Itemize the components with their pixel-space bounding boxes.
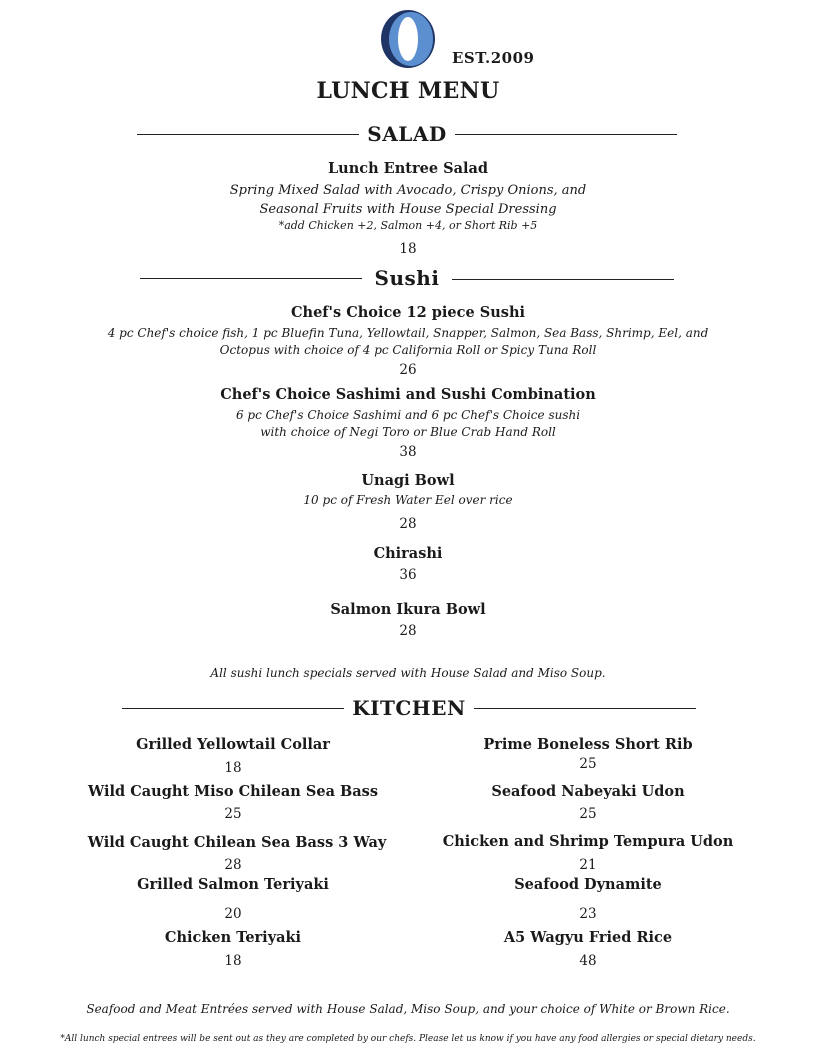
menu-item-name: Salmon Ikura Bowl — [330, 601, 486, 618]
menu-item-description: 10 pc of Fresh Water Eel over rice — [303, 493, 513, 507]
menu-item-price: 28 — [224, 857, 242, 873]
established-year: EST.2009 — [452, 49, 535, 67]
allergy-disclaimer: *All lunch special entrees will be sent out as they are completed by our chefs. Please let us know if you have any food allergies or special dietary needs. — [60, 1034, 756, 1044]
menu-item-description: 4 pc Chef's choice fish, 1 pc Bluefin Tuna, Yellowtail, Snapper, Salmon, Sea Bass, Shrimp, Eel, and — [107, 326, 709, 340]
divider-line — [140, 278, 362, 279]
menu-item-name: Wild Caught Miso Chilean Sea Bass — [87, 783, 378, 800]
menu-item-description: Octopus with choice of 4 pc California Roll or Spicy Tuna Roll — [219, 343, 597, 357]
section-heading-salad: SALAD — [367, 122, 447, 146]
menu-item-name: Grilled Salmon Teriyaki — [137, 876, 329, 893]
menu-item-name: Seafood Nabeyaki Udon — [491, 783, 685, 800]
menu-item-name: Chicken Teriyaki — [164, 929, 302, 946]
menu-item-price: 48 — [579, 953, 597, 969]
menu-item-name: Grilled Yellowtail Collar — [136, 736, 330, 753]
menu-item-price: 18 — [224, 760, 242, 776]
divider-line — [137, 134, 359, 135]
menu-item-price: 25 — [579, 756, 597, 772]
menu-item-price: 26 — [399, 362, 417, 378]
divider-line — [452, 279, 674, 280]
menu-item-name: A5 Wagyu Fried Rice — [503, 929, 673, 946]
menu-item-price: 20 — [224, 906, 242, 922]
menu-item-description: with choice of Negi Toro or Blue Crab Hand Roll — [260, 425, 556, 439]
menu-item-price: 21 — [579, 857, 597, 873]
menu-item-name: Seafood Dynamite — [514, 876, 662, 893]
menu-item-name: Chicken and Shrimp Tempura Udon — [442, 833, 734, 850]
menu-item-name: Wild Caught Chilean Sea Bass 3 Way — [87, 834, 387, 851]
menu-item-price: 25 — [579, 806, 597, 822]
menu-item-name: Unagi Bowl — [361, 472, 455, 489]
menu-item-price: 28 — [399, 516, 417, 532]
page-title: LUNCH MENU — [316, 78, 500, 104]
menu-item-description: Seasonal Fruits with House Special Dressing — [259, 202, 557, 217]
menu-item-addon-note: *add Chicken +2, Salmon +4, or Short Rib +5 — [278, 219, 538, 232]
menu-item-name: Chef's Choice Sashimi and Sushi Combination — [220, 386, 596, 403]
menu-item-description: 6 pc Chef's Choice Sashimi and 6 pc Chef's Choice sushi — [235, 408, 581, 422]
menu-item-price: 18 — [224, 953, 242, 969]
restaurant-logo — [378, 8, 438, 70]
section-heading-kitchen: KITCHEN — [352, 696, 466, 720]
divider-line — [122, 708, 344, 709]
divider-line — [455, 134, 677, 135]
menu-item-name: Chirashi — [373, 545, 443, 562]
menu-item-price: 38 — [399, 444, 417, 460]
menu-item-name: Chef's Choice 12 piece Sushi — [291, 304, 525, 321]
menu-item-description: Spring Mixed Salad with Avocado, Crispy Onions, and — [229, 183, 587, 198]
menu-item-price: 36 — [399, 567, 417, 583]
menu-item-price: 25 — [224, 806, 242, 822]
section-heading-sushi: Sushi — [374, 266, 440, 290]
menu-item-name: Prime Boneless Short Rib — [483, 736, 693, 753]
menu-item-price: 18 — [399, 241, 417, 257]
divider-line — [474, 708, 696, 709]
sushi-footer-note: All sushi lunch specials served with House Salad and Miso Soup. — [210, 666, 606, 680]
menu-item-price: 28 — [399, 623, 417, 639]
menu-item-price: 23 — [579, 906, 597, 922]
kitchen-footer-note: Seafood and Meat Entrées served with House Salad, Miso Soup, and your choice of White or Brown Rice. — [86, 1002, 730, 1016]
menu-item-name: Lunch Entree Salad — [327, 160, 489, 177]
